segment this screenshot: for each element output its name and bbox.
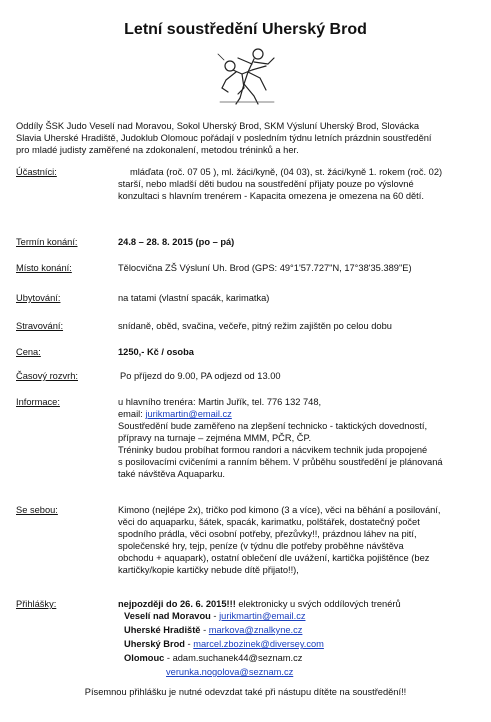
participants-line-2: starší, nebo mladší děti budou na soustředění přijaty pouze po výslovné [118,179,414,189]
footer-note: Písemnou přihlášku je nutné odevzdat také při nástupu dítěte na soustředění!! [84,687,407,697]
club-name: Veselí nad Moravou [124,611,211,621]
bring-line-4: společenské hry, tejp, peníze (v týdnu dle potřeby proběhne návštěva [118,541,404,551]
place-label: Místo konání: [16,263,72,273]
registration-deadline: nejpozději do 26. 6. 2015!!! [118,599,236,609]
info-email-line [118,408,232,420]
info-line-4: s posilovacími cvičeními a ranním během. V průběhu soustředění je plánovaná [118,457,443,467]
term-value: 24.8 – 28. 8. 2015 (po – pá) [118,237,235,247]
club-email-link[interactable]: markova@znalkyne.cz [208,625,303,635]
bring-label: Se sebou: [16,505,58,515]
club-separator: - [164,653,173,663]
extra-email-row [166,666,293,678]
schedule-value: Po příjezd do 9.00, PA odjezd od 13.00 [120,371,281,381]
bring-line-3: spodního prádla, věci osobní potřeby, přezůvky!!, prázdnou láhev na pití, [118,529,417,539]
registration-label: Přihlášky: [16,599,57,609]
bring-line-2: věci do aquaparku, šátek, spacák, karimatku, polštářek, dostatečný počet [118,517,420,527]
club-name: Uherské Hradiště [124,625,201,635]
info-email-link[interactable]: jurikmartin@email.cz [145,409,232,419]
bring-line-5: obchodu + aquapark), ostatní oblečení dle uvážení, kartička pojištěnce (bez [118,553,430,563]
registration-deadline-rest: elektronicky u svých oddílových trenérů [235,599,401,609]
price-label: Cena: [16,347,41,357]
intro-line-1: Oddíly ŠSK Judo Veselí nad Moravou, Sokol Uherský Brod, SKM Výsluní Uherský Brod, Slovácka [16,121,420,131]
club-separator: - [210,611,220,621]
club-email-link[interactable]: marcel.zbozinek@diversey.com [193,639,324,649]
info-label: Informace: [16,397,60,407]
bring-line-6: kartičky/kopie kartičky nebude dítě přijato!!), [118,565,299,575]
extra-email-link[interactable]: verunka.nogolova@seznam.cz [166,667,294,677]
club-row-olomouc [124,652,302,664]
club-row-uhersky-brod [124,638,324,650]
club-email-text: adam.suchanek44@seznam.cz [172,653,303,663]
price-value: 1250,- Kč / osoba [118,347,194,357]
info-line-2: přípravy na turnaje – zejména MMM, PČR, ČP. [118,433,312,443]
info-line-3: Tréninky budou probíhat formou randori a nácvikem technik juda propojené [118,445,428,455]
club-email-link[interactable]: jurikmartin@email.cz [219,611,306,621]
participants-line-1: mláďata (roč. 07 05 ), ml. žáci/kyně, (04 03), st. žáci/kyně 1. rokem (roč. 02) [130,167,443,177]
meals-label: Stravování: [16,321,64,331]
participants-line-3 [118,190,424,202]
schedule-label: Časový rozvrh: [16,371,78,381]
info-line-5: také návštěva Aquaparku. [118,469,225,479]
bring-line-1: Kimono (nejlépe 2x), tričko pod kimono (3 a více), věci na běhání a posilování, [118,505,441,515]
club-row-veseli [124,610,306,622]
place-value: Tělocvična ZŠ Výsluní Uh. Brod (GPS: 49°1'57.727"N, 17°38'35.389"E) [118,263,412,273]
registration-deadline-line [118,598,401,610]
club-row-uherske-hradiste [124,624,302,636]
participants-line-3-text: konzultaci s hlavním trenérem - Kapacita omezena je omezena na 60 dětí. [118,191,424,201]
meals-value: snídaně, oběd, svačina, večeře, pitný režim zajištěn po celou dobu [118,321,392,331]
club-name: Uherský Brod [124,639,185,649]
info-line-1: Soustředění bude zaměřeno na zlepšení technicko - taktických dovedností, [118,421,428,431]
club-separator: - [184,639,194,649]
page-title: Letní soustředění Uherský Brod [124,21,367,38]
intro-line-3: pro mladé judisty zaměřené na zdokonalení, metodou tréninků a her. [16,145,299,155]
info-trainer-line: u hlavního trenéra: Martin Juřík, tel. 776 132 748, [118,397,322,407]
accommodation-label: Ubytování: [16,293,61,303]
info-email-prefix: email: [118,409,146,419]
intro-line-2: Slavia Uherské Hradiště, Judoklub Olomouc pořádají v posledním týdnu letních prázdnin soustředění [16,133,432,143]
term-label: Termín konání: [16,237,78,247]
participants-label: Účastníci: [16,167,57,177]
judo-throw-illustration [214,44,280,106]
club-separator: - [200,625,209,635]
club-name: Olomouc [124,653,165,663]
accommodation-value: na tatami (vlastní spacák, karimatka) [118,293,270,303]
